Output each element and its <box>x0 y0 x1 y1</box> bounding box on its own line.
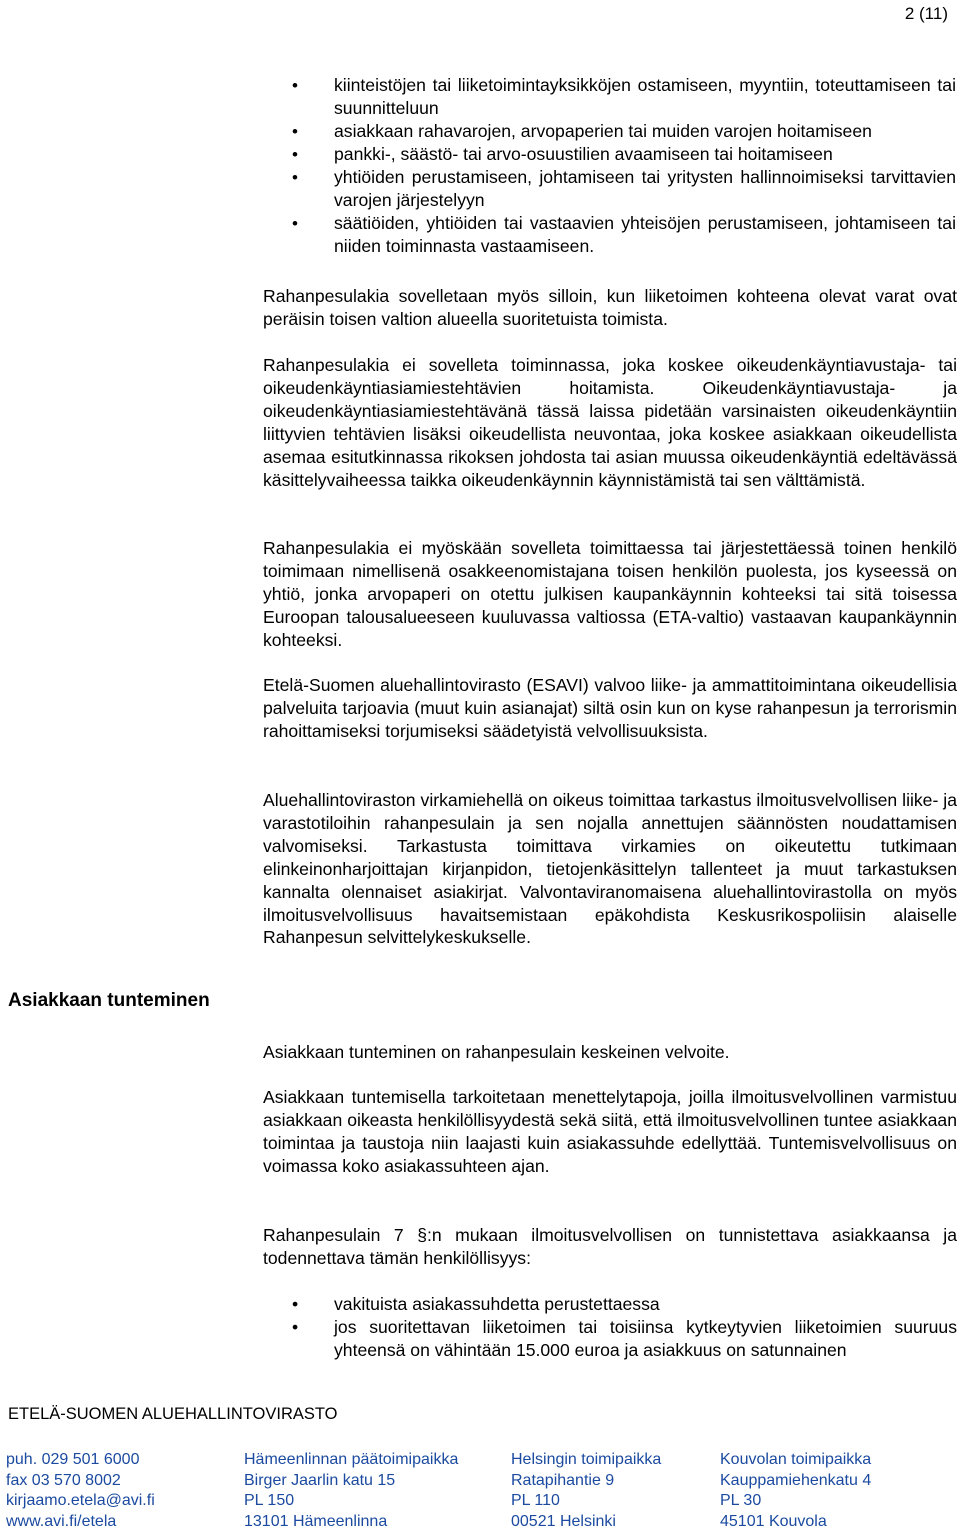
office-title: Helsingin toimipaikka <box>511 1451 662 1468</box>
paragraph-inspection-rights: Aluehallintoviraston virkamiehellä on oikeus toimittaa tarkastus ilmoitusvelvollisen liike- ja varastotiloihin rahanpesulain ja sen nojalla annettujen säännösten noudattamisen valvomiseksi. Tarkastusta toimittava virkamies on oikeutettu tutkimaan elinkeinonharjoittajan kirjanpidon, tietojenkäsittelyn tallenteet ja muut tarkastuksen kannalta olennaiset asiakirjat. Valvontaviranomaisena aluehallintovirastolla on myös ilmoitusvelvollisuus havaitsemistaan epäkohdista Keskusrikospoliisin alaiselle Rahanpesun selvittelykeskukselle. <box>263 790 957 948</box>
page-number: 2 (11) <box>904 4 948 23</box>
list-item: • pankki-, säästö- tai arvo-osuustilien avaamiseen tai hoitamiseen <box>292 143 956 166</box>
list-item: • säätiöiden, yhtiöiden tai vastaavien yhteisöjen perustamiseen, johtamiseen tai niiden toiminnasta vastaamiseen. <box>292 212 956 258</box>
office-po-box: PL 110 <box>511 1492 560 1509</box>
list-item: • jos suoritettavan liiketoimen tai toisiinsa kytkeytyvien liiketoimien suuruus yhteensä on vähintään 15.000 euroa ja asiakkuus on satunnainen <box>292 1316 957 1362</box>
footer-hameenlinna-office <box>244 1450 458 1532</box>
list-item: • asiakkaan rahavarojen, arvopaperien tai muiden varojen hoitamiseen <box>292 120 956 143</box>
office-title: Kouvolan toimipaikka <box>720 1451 872 1468</box>
section-heading-customer-due-diligence: Asiakkaan tunteminen <box>8 990 210 1011</box>
paragraph-legal-exemption: Rahanpesulakia ei sovelleta toiminnassa, joka koskee oikeudenkäyntiavustaja- tai oikeudenkäyntiasiamiestehtävien hoitamista. Oikeudenkäyntiavustaja- ja oikeudenkäyntiasiamiestehtävänä tässä laissa pidetään varsinaisten oikeudenkäyntiin liittyvien tehtävien lisäksi oikeudellista neuvontaa, joka koskee asiakkaan oikeudellista asemaa esitutkinnassa rikoksen johdosta tai asian muussa oikeudenkäyntiä edeltävässä käsittelyvaiheessa taikka oikeudenkäynnin käynnistämistä tai sen välttämistä. <box>263 355 957 490</box>
office-street: Kauppamiehenkatu 4 <box>720 1471 872 1489</box>
list-item: • vakituista asiakassuhdetta perustettaessa <box>292 1293 957 1316</box>
identification-cases-list <box>292 1293 957 1362</box>
office-postal: 45101 Kouvola <box>720 1512 827 1530</box>
list-item: • kiinteistöjen tai liiketoimintayksikköjen ostamiseen, myyntiin, toteuttamiseen tai suunnitteluun <box>292 74 956 120</box>
paragraph-identification-duty: Rahanpesulain 7 §:n mukaan ilmoitusvelvollisen on tunnistettava asiakkaansa ja todennettava tämän henkilöllisyys: <box>263 1225 957 1268</box>
footer-email-link[interactable]: kirjaamo.etela@avi.fi <box>6 1492 155 1509</box>
office-po-box: PL 150 <box>244 1492 295 1509</box>
footer-helsinki-office <box>511 1450 661 1532</box>
footer-fax: fax 03 570 8002 <box>6 1471 121 1489</box>
list-item: • yhtiöiden perustamiseen, johtamiseen tai yritysten hallinnoimiseksi tarvittavien varojen järjestelyyn <box>292 166 956 212</box>
activity-list <box>292 74 956 258</box>
paragraph-key-obligation: Asiakkaan tunteminen on rahanpesulain keskeinen velvoite. <box>263 1042 730 1062</box>
office-street: Birger Jaarlin katu 15 <box>244 1471 396 1489</box>
footer-contact <box>6 1450 155 1532</box>
office-postal: 00521 Helsinki <box>511 1512 616 1530</box>
agency-name: ETELÄ-SUOMEN ALUEHALLINTOVIRASTO <box>8 1405 338 1423</box>
office-title: Hämeenlinnan päätoimipaikka <box>244 1451 459 1468</box>
office-po-box: PL 30 <box>720 1492 762 1509</box>
paragraph-cdd-definition: Asiakkaan tuntemisella tarkoitetaan menettelytapoja, joilla ilmoitusvelvollinen varmistuu asiakkaan oikeasta henkilöllisyydestä sekä siitä, että ilmoitusvelvollinen tuntee asiakkaan toimintaa ja taustoja niin laajasti kuin asiakassuhde edellyttää. Tuntemisvelvollisuus on voimassa koko asiakassuhteen ajan. <box>263 1087 957 1176</box>
office-street: Ratapihantie 9 <box>511 1471 615 1489</box>
paragraph-nominee-exemption: Rahanpesulakia ei myöskään sovelleta toimittaessa tai järjestettäessä toinen henkilö toimimaan nimellisenä osakkeenomistajana toisen henkilön puolesta, jos kyseessä on yhtiö, jonka arvopaperi on otettu julkisen kaupankäynnin kohteeksi tai sitä toisessa Euroopan talousalueeseen kuuluvassa valtiossa (ETA-valtio) vastaavan kaupankäynnin kohteeksi. <box>263 538 957 650</box>
footer <box>0 1450 960 1533</box>
paragraph-esavi-supervision: Etelä-Suomen aluehallintovirasto (ESAVI) valvoo liike- ja ammattitoimintana oikeudellisia palveluita tarjoavia (muut kuin asianajat) siltä osin kun on kyse rahanpesun ja terrorismin rahoittamiseksi torjumiseksi säädetyistä velvollisuuksista. <box>263 675 957 741</box>
footer-phone: puh. 029 501 6000 <box>6 1451 140 1468</box>
paragraph-foreign-origin: Rahanpesulakia sovelletaan myös silloin, kun liiketoimen kohteena olevat varat ovat peräisin toisen valtion alueella suoritetuista toimista. <box>263 286 957 329</box>
office-postal: 13101 Hämeenlinna <box>244 1512 388 1530</box>
footer-kouvola-office <box>720 1450 871 1532</box>
footer-website-link[interactable]: www.avi.fi/etela <box>6 1512 117 1530</box>
